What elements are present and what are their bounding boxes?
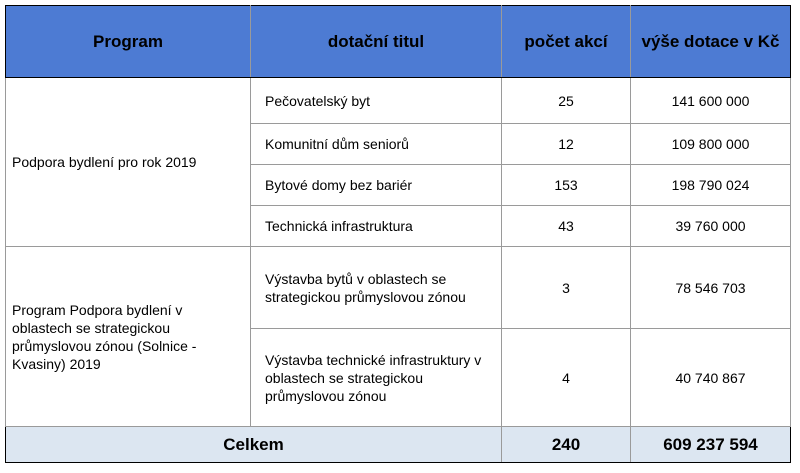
header-amount: výše dotace v Kč: [631, 6, 791, 78]
header-program: Program: [6, 6, 251, 78]
amount-cell: 40 740 867: [631, 329, 791, 427]
subsidy-table-sheet: [5, 5, 790, 468]
total-amount: 609 237 594: [631, 427, 791, 463]
header-row: [6, 6, 791, 78]
header-count: počet akcí: [502, 6, 631, 78]
table-footer: [6, 427, 791, 463]
title-cell: Komunitní dům seniorů: [251, 124, 502, 165]
program-cell: Program Podpora bydlení v oblastech se strategickou průmyslovou zónou (Solnice - Kvasiny) 2019: [6, 247, 251, 427]
table-header: [6, 6, 791, 78]
title-cell: Pečovatelský byt: [251, 78, 502, 124]
title-cell: Technická infrastruktura: [251, 206, 502, 247]
amount-cell: 109 800 000: [631, 124, 791, 165]
amount-cell: 198 790 024: [631, 165, 791, 206]
count-cell: 25: [502, 78, 631, 124]
table-row: [6, 247, 791, 329]
table-body: [6, 78, 791, 427]
amount-cell: 39 760 000: [631, 206, 791, 247]
count-cell: 3: [502, 247, 631, 329]
table-row: [6, 78, 791, 124]
amount-cell: 78 546 703: [631, 247, 791, 329]
total-count: 240: [502, 427, 631, 463]
count-cell: 12: [502, 124, 631, 165]
count-cell: 4: [502, 329, 631, 427]
title-cell: Výstavba technické infrastruktury v oblastech se strategickou průmyslovou zónou: [251, 329, 502, 427]
title-cell: Výstavba bytů v oblastech se strategickou průmyslovou zónou: [251, 247, 502, 329]
subsidy-table: [5, 5, 791, 463]
amount-cell: 141 600 000: [631, 78, 791, 124]
total-label: Celkem: [6, 427, 502, 463]
total-row: [6, 427, 791, 463]
count-cell: 43: [502, 206, 631, 247]
title-cell: Bytové domy bez bariér: [251, 165, 502, 206]
count-cell: 153: [502, 165, 631, 206]
header-title: dotační titul: [251, 6, 502, 78]
program-cell: Podpora bydlení pro rok 2019: [6, 78, 251, 247]
